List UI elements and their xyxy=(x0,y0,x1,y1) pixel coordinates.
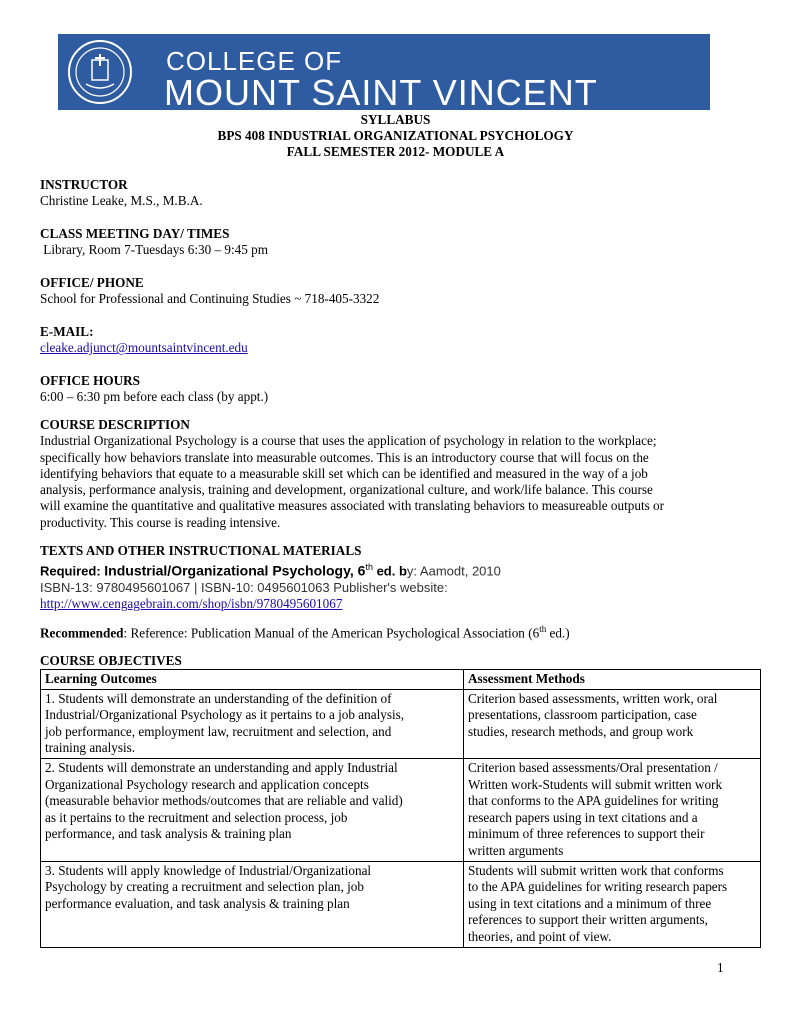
assessment-cell xyxy=(464,689,761,758)
materials-section xyxy=(40,543,760,613)
objectives-table xyxy=(40,669,761,948)
description-line: analysis, performance analysis, training and development, organizational culture, and work/life balance. This course xyxy=(40,482,653,498)
recommended-text: : Reference: Publication Manual of the American Psychological Association (6 xyxy=(123,625,540,641)
recommended-superscript: th xyxy=(539,624,547,634)
cell-line: presentations, classroom participation, case xyxy=(468,707,697,723)
cell-line: 1. Students will demonstrate an understanding of the definition of xyxy=(45,690,392,706)
cell-line: minimum of three references to support their xyxy=(468,826,705,842)
page-number: 1 xyxy=(717,960,724,975)
meeting-heading: CLASS MEETING DAY/ TIMES xyxy=(40,226,230,241)
cell-line: (measurable behavior methods/outcomes that are reliable and valid) xyxy=(45,793,403,809)
cell-line: performance evaluation, and task analysis & training plan xyxy=(45,895,350,911)
publisher-link[interactable]: http://www.cengagebrain.com/shop/isbn/9780495601067 xyxy=(40,596,343,612)
cell-line: written arguments xyxy=(468,842,564,858)
cell-line: Criterion based assessments/Oral presentation / xyxy=(468,759,718,775)
column-header: Assessment Methods xyxy=(464,670,761,690)
description-line: identifying behaviors that equate to a measurable skill set which can be identified and measured in the way of a job xyxy=(40,465,648,481)
table-row xyxy=(41,758,761,861)
cell-line: training analysis. xyxy=(45,740,136,756)
cell-line: references to support their written arguments, xyxy=(468,912,708,928)
recommended-section xyxy=(40,621,760,642)
semester-title: FALL SEMESTER 2012- MODULE A xyxy=(286,144,505,159)
table-row xyxy=(41,861,761,947)
table-header-row xyxy=(41,670,761,690)
recommended-end: ed.) xyxy=(546,625,570,641)
book-author: y: Aamodt, 2010 xyxy=(406,563,501,579)
description-line: will examine the quantitative and qualitative measures associated with translating behaviors to measureable outputs or xyxy=(40,498,665,514)
meeting-section xyxy=(40,226,760,259)
cell-line: that conforms to the APA guidelines for writing xyxy=(468,793,719,809)
banner-line-1: COLLEGE OF xyxy=(166,46,343,76)
cell-line: Written work-Students will submit written work xyxy=(468,776,723,792)
book-title: Industrial/Organizational Psychology, 6 xyxy=(104,562,366,579)
instructor-value: Christine Leake, M.S., M.B.A. xyxy=(40,193,203,209)
cell-line: studies, research methods, and group work xyxy=(468,723,694,739)
doc-type-heading: SYLLABUS xyxy=(360,112,431,127)
cell-line: as it pertains to the recruitment and selection process, job xyxy=(45,809,348,825)
column-header: Learning Outcomes xyxy=(41,670,464,690)
description-line: specifically how behaviors translate into measurable outcomes. This is an introductory course that will focus on the xyxy=(40,449,649,465)
email-link[interactable]: cleake.adjunct@mountsaintvincent.edu xyxy=(40,340,248,356)
hours-value: 6:00 – 6:30 pm before each class (by appt.) xyxy=(40,389,269,405)
course-title: BPS 408 INDUSTRIAL ORGANIZATIONAL PSYCHOLOGY xyxy=(217,128,574,143)
cell-line: 2. Students will demonstrate an understanding and apply Industrial xyxy=(45,759,398,775)
assessment-cell xyxy=(464,861,761,947)
outcome-cell xyxy=(41,758,464,861)
isbn-text: ISBN-13: 9780495601067 | ISBN-10: 0495601063 Publisher's website: xyxy=(40,579,448,595)
office-heading: OFFICE/ PHONE xyxy=(40,275,144,290)
cell-line: job performance, employment law, recruitment and selection, and xyxy=(45,723,392,739)
hours-section xyxy=(40,373,760,406)
email-heading: E-MAIL: xyxy=(40,324,94,339)
book-superscript: th xyxy=(365,562,373,573)
cell-line: performance, and task analysis & training plan xyxy=(45,826,292,842)
assessment-cell xyxy=(464,758,761,861)
email-section xyxy=(40,324,760,357)
objectives-heading-wrap xyxy=(40,653,760,669)
hours-heading: OFFICE HOURS xyxy=(40,373,141,388)
cell-line: using in text citations and a minimum of three xyxy=(468,895,712,911)
cell-line: Criterion based assessments, written work, oral xyxy=(468,690,718,706)
college-banner xyxy=(58,34,710,110)
college-seal-icon xyxy=(66,38,134,106)
cell-line: Industrial/Organizational Psychology as it pertains to a job analysis, xyxy=(45,707,405,723)
meeting-value: Library, Room 7-Tuesdays 6:30 – 9:45 pm xyxy=(40,242,268,258)
recommended-label: Recommended xyxy=(40,625,124,641)
required-label: Required: xyxy=(40,563,105,579)
instructor-section xyxy=(40,177,760,210)
table-row xyxy=(41,689,761,758)
outcome-cell xyxy=(41,689,464,758)
cell-line: Psychology by creating a recruitment and selection plan, job xyxy=(45,879,364,895)
required-text xyxy=(40,559,760,580)
instructor-heading: INSTRUCTOR xyxy=(40,177,128,192)
cell-line: Students will submit written work that conforms xyxy=(468,862,724,878)
objectives-heading: COURSE OBJECTIVES xyxy=(40,653,182,668)
cell-line: research papers using in text citations and a xyxy=(468,809,698,825)
description-heading: COURSE DESCRIPTION xyxy=(40,417,190,432)
office-section xyxy=(40,275,760,308)
book-edition: ed. b xyxy=(372,563,407,579)
cell-line: theories, and point of view. xyxy=(468,928,612,944)
cell-line: 3. Students will apply knowledge of Industrial/Organizational xyxy=(45,862,372,878)
banner-line-2: MOUNT SAINT VINCENT xyxy=(164,72,598,110)
description-section xyxy=(40,417,760,531)
outcome-cell xyxy=(41,861,464,947)
description-line: productivity. This course is reading intensive. xyxy=(40,514,281,530)
office-value: School for Professional and Continuing Studies ~ 718-405-3322 xyxy=(40,291,380,307)
materials-heading: TEXTS AND OTHER INSTRUCTIONAL MATERIALS xyxy=(40,543,362,558)
cell-line: Organizational Psychology research and application concepts xyxy=(45,776,369,792)
description-line: Industrial Organizational Psychology is a course that uses the application of psychology in relation to the workplace; xyxy=(40,433,657,449)
cell-line: to the APA guidelines for writing research papers xyxy=(468,879,728,895)
